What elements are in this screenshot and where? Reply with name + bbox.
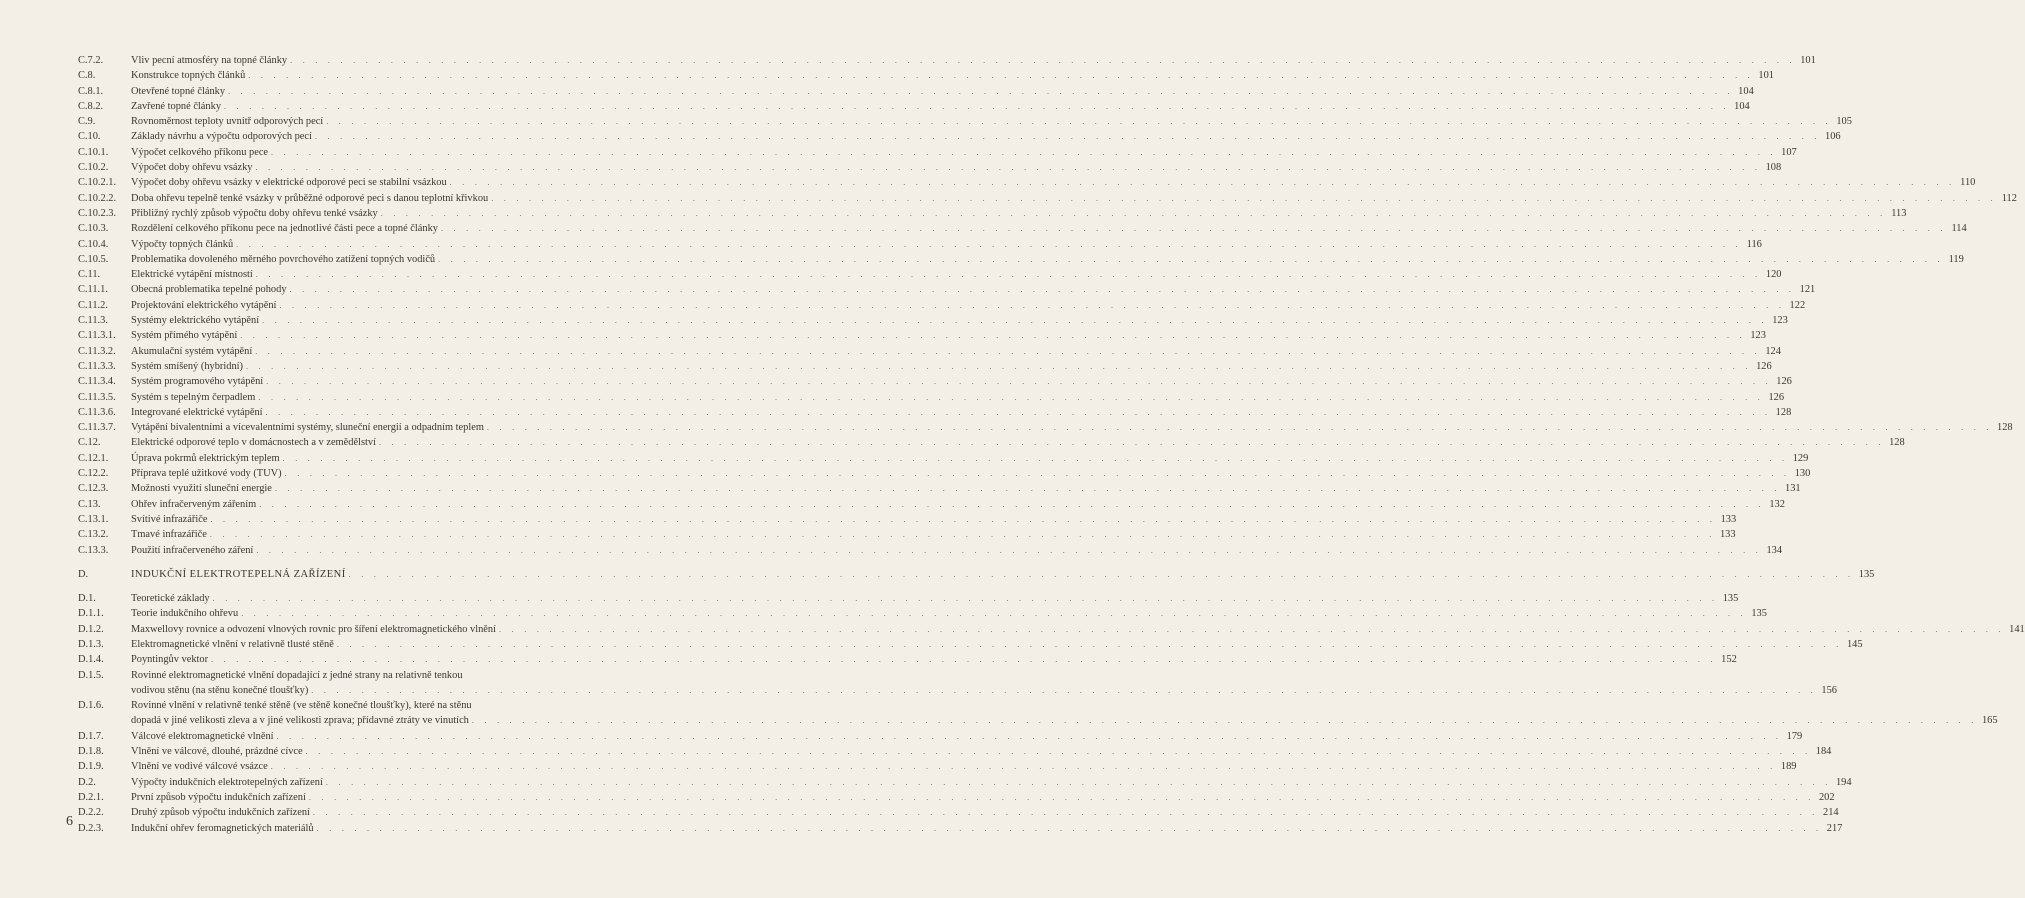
toc-entry-number: C.12.: [78, 437, 101, 449]
toc-entry-title: Maxwellovy rovnice a odvození vlnových rovnic pro šíření elektromagnetického vlnění: [131, 623, 497, 635]
toc-entry-page: 184: [1815, 746, 1832, 758]
toc-entry-body: [131, 744, 1832, 759]
toc-entry-page: 152: [1721, 654, 1737, 666]
toc-entry: [78, 606, 1767, 621]
toc-entry-page: 128: [1889, 437, 1905, 449]
toc-entry-page: 112: [2001, 192, 2017, 204]
dot-leader: . . . . . . . . . . . . . . . . . . . . . . . . . . . . . . . . . . . . . . . . . . . . . . . . . . . . . . . . . . . . . . . . . . . . . . . . . . . . . . . . . . . . . . . . . . . . . . . . . . . . . . . . . . . . . . . . . . . . . . . .: [316, 823, 1823, 833]
toc-entry: [78, 405, 1792, 420]
toc-entry-body: [131, 729, 1803, 744]
toc-chapter-entry: [78, 567, 1875, 582]
dot-leader: . . . . . . . . . . . . . . . . . . . . . . . . . . . . . . . . . . . . . . . . . . . . . . . . . . . . . . . . . . . . . . . . . . . . . . . . . . . . . . . . . . . . . . . . . . . . . . . . . . . . . . . . . . . . . . . . . . . . . . . .: [308, 792, 1815, 802]
toc-entry-page: 202: [1818, 791, 1835, 803]
toc-entry-title: Teoretické základy: [131, 593, 210, 605]
dot-leader: . . . . . . . . . . . . . . . . . . . . . . . . . . . . . . . . . . . . . . . . . . . . . . . . . . . . . . . . . . . . . . . . . . . . . . . . . . . . . . . . . . . . . . . . . . . . . . . . . . . . . . . . . . . . . . . . . . . . . . . .: [440, 224, 1947, 234]
toc-entry-page: 214: [1823, 807, 1839, 819]
dot-leader: . . . . . . . . . . . . . . . . . . . . . . . . . . . . . . . . . . . . . . . . . . . . . . . . . . . . . . . . . . . . . . . . . . . . . . . . . . . . . . . . . . . . . . . . . . . . . . . . . . . . . . . . . . . . . . . . . . . . . . . .: [284, 469, 1791, 479]
toc-entry-number: C.8.: [78, 70, 96, 82]
toc-entry-number: C.10.4.: [78, 238, 109, 250]
dot-leader: . . . . . . . . . . . . . . . . . . . . . . . . . . . . . . . . . . . . . . . . . . . . . . . . . . . . . . . . . . . . . . . . . . . . . . . . . . . . . . . . . . . . . . . . . . . . . . . . . . . . . . . . . . . . . . . . . . . . . . . .: [282, 453, 1789, 463]
toc-entry: [78, 282, 1816, 297]
dot-leader: . . . . . . . . . . . . . . . . . . . . . . . . . . . . . . . . . . . . . . . . . . . . . . . . . . . . . . . . . . . . . . . . . . . . . . . . . . . . . . . . . . . . . . . . . . . . . . . . . . . . . . . . . . . . . . . . . . . . . . . .: [212, 594, 1719, 604]
toc-entry-body: [131, 759, 1797, 774]
toc-entry-number: C.11.3.1.: [78, 330, 116, 342]
dot-leader: . . . . . . . . . . . . . . . . . . . . . . . . . . . . . . . . . . . . . . . . . . . . . . . . . . . . . . . . . . . . . . . . . . . . . . . . . . . . . . . . . . . . . . . . . . . . . . . . . . . . . . . . . . . . . . . . . . . . . . . .: [380, 208, 1887, 218]
toc-entry-page: 107: [1781, 146, 1797, 158]
toc-entry-page: 104: [1734, 100, 1750, 112]
toc-entry-body: [131, 175, 1976, 190]
toc-entry-body: [131, 652, 1737, 667]
toc-entry-page: 165: [1981, 715, 1998, 727]
toc-entry-body: [131, 374, 1792, 389]
toc-entry-body: [131, 145, 1797, 160]
toc-entry-title: Příprava teplé užitkové vody (TUV): [131, 468, 282, 480]
toc-entry-body: [131, 160, 1782, 175]
toc-entry-body: [131, 359, 1772, 374]
toc-entry-page: 135: [1858, 568, 1875, 580]
toc-entry-number: C.10.2.1.: [78, 177, 117, 189]
toc-entry-title: Výpočty topných článků: [131, 238, 234, 250]
toc-entry: [78, 435, 1905, 450]
dot-leader: . . . . . . . . . . . . . . . . . . . . . . . . . . . . . . . . . . . . . . . . . . . . . . . . . . . . . . . . . . . . . . . . . . . . . . . . . . . . . . . . . . . . . . . . . . . . . . . . . . . . . . . . . . . . . . . . . . . . . . . .: [241, 609, 1747, 619]
toc-entry: [78, 744, 1832, 759]
toc-entry-title: Výpočet celkového příkonu pece: [131, 146, 269, 158]
toc-entry: [78, 328, 1766, 343]
toc-entry-page: 121: [1799, 284, 1816, 296]
toc-entry: [78, 129, 1841, 144]
toc-entry-title: Systém programového vytápění: [131, 376, 264, 388]
dot-leader: . . . . . . . . . . . . . . . . . . . . . . . . . . . . . . . . . . . . . . . . . . . . . . . . . . . . . . . . . . . . . . . . . . . . . . . . . . . . . . . . . . . . . . . . . . . . . . . . . . . . . . . . . . . . . . . . . . . . . . . .: [491, 193, 1997, 203]
toc-entry-title: Systém smíšený (hybridní): [131, 360, 243, 372]
toc-entry: [78, 114, 1852, 129]
toc-entry-body: [131, 328, 1766, 343]
toc-entry: [78, 481, 1801, 496]
dot-leader: . . . . . . . . . . . . . . . . . . . . . . . . . . . . . . . . . . . . . . . . . . . . . . . . . . . . . . . . . . . . . . . . . . . . . . . . . . . . . . . . . . . . . . . . . . . . . . . . . . . . . . . . . . . . . . . . . . . . . . . .: [276, 731, 1783, 741]
toc-entry-body: [131, 420, 2013, 435]
toc-entry: [78, 805, 1839, 820]
dot-leader: . . . . . . . . . . . . . . . . . . . . . . . . . . . . . . . . . . . . . . . . . . . . . . . . . . . . . . . . . . . . . . . . . . . . . . . . . . . . . . . . . . . . . . . . . . . . . . . . . . . . . . . . . . . . . . . . . . . . . . . .: [211, 655, 1717, 665]
dot-leader: . . . . . . . . . . . . . . . . . . . . . . . . . . . . . . . . . . . . . . . . . . . . . . . . . . . . . . . . . . . . . . . . . . . . . . . . . . . . . . . . . . . . . . . . . . . . . . . . . . . . . . . . . . . . . . . . . . . . . . . .: [326, 117, 1832, 127]
toc-entry-number: C.10.5.: [78, 253, 109, 265]
dot-leader: . . . . . . . . . . . . . . . . . . . . . . . . . . . . . . . . . . . . . . . . . . . . . . . . . . . . . . . . . . . . . . . . . . . . . . . . . . . . . . . . . . . . . . . . . . . . . . . . . . . . . . . . . . . . . . . . . . . . . . . .: [265, 407, 1772, 417]
dot-leader: . . . . . . . . . . . . . . . . . . . . . . . . . . . . . . . . . . . . . . . . . . . . . . . . . . . . . . . . . . . . . . . . . . . . . . . . . . . . . . . . . . . . . . . . . . . . . . . . . . . . . . . . . . . . . . . . . . . . . . . .: [245, 361, 1752, 371]
toc-entry: [78, 252, 1964, 267]
toc-entry-title: Výpočet doby ohřevu vsázky: [131, 162, 253, 174]
toc-entry-page: 105: [1836, 116, 1852, 128]
toc-entry: [78, 759, 1797, 774]
toc-entry-title: Vliv pecní atmosféry na topné články: [131, 55, 288, 66]
toc-entry-title: Integrované elektrické vytápění: [131, 406, 263, 418]
toc-entry-number: C.8.2.: [78, 100, 104, 112]
toc-entry-title: Rovinné elektromagnetické vlnění dopadající z jedné strany na relativně tenkou: [131, 669, 463, 681]
toc-entry-body: [131, 282, 1816, 297]
toc-entry-title: Projektování elektrického vytápění: [131, 299, 277, 311]
toc-entry-body: [131, 344, 1781, 359]
toc-entry-title: Systém přímého vytápění: [131, 330, 238, 342]
toc-entry-page: 126: [1768, 391, 1785, 403]
toc-entry-page: 135: [1722, 593, 1739, 605]
toc-entry-body: [131, 206, 1907, 221]
toc-entry: [78, 775, 1852, 790]
toc-entry: [78, 622, 2025, 637]
dot-leader: . . . . . . . . . . . . . . . . . . . . . . . . . . . . . . . . . . . . . . . . . . . . . . . . . . . . . . . . . . . . . . . . . . . . . . . . . . . . . . . . . . . . . . . . . . . . . . . . . . . . . . . . . . . . . . . . . . . . . . . .: [290, 56, 1796, 65]
toc-entry-body: [131, 84, 1754, 99]
toc-entry-page: 179: [1786, 730, 1803, 742]
dot-leader: . . . . . . . . . . . . . . . . . . . . . . . . . . . . . . . . . . . . . . . . . . . . . . . . . . . . . . . . . . . . . . . . . . . . . . . . . . . . . . . . . . . . . . . . . . . . . . . . . . . . . . . . . . . . . . . . . . . . . . . .: [311, 685, 1817, 695]
toc-entry-page: 122: [1789, 299, 1806, 311]
toc-entry-page: 126: [1776, 376, 1792, 388]
toc-entry: [78, 237, 1762, 252]
toc-entry-title: Rozdělení celkového příkonu pece na jednotlivé části pece a topné články: [131, 223, 438, 235]
toc-entry-number: C.13.: [78, 498, 101, 510]
dot-leader: . . . . . . . . . . . . . . . . . . . . . . . . . . . . . . . . . . . . . . . . . . . . . . . . . . . . . . . . . . . . . . . . . . . . . . . . . . . . . . . . . . . . . . . . . . . . . . . . . . . . . . . . . . . . . . . . . . . . . . . .: [210, 514, 1717, 524]
toc-entry-body: [131, 68, 1774, 83]
toc-entry-page: 126: [1756, 360, 1772, 372]
toc-entry: [78, 420, 2013, 435]
toc-entry-number: C.10.2.2.: [78, 192, 117, 204]
dot-leader: . . . . . . . . . . . . . . . . . . . . . . . . . . . . . . . . . . . . . . . . . . . . . . . . . . . . . . . . . . . . . . . . . . . . . . . . . . . . . . . . . . . . . . . . . . . . . . . . . . . . . . . . . . . . . . . . . . . . . . . .: [256, 545, 1763, 555]
toc-entry-number: C.11.3.5.: [78, 391, 116, 403]
toc-entry-page: 133: [1720, 513, 1737, 525]
toc-entry-body: [131, 435, 1905, 450]
toc-entry-title: Elektrické vytápění místností: [131, 269, 253, 281]
toc-entry: [78, 527, 1736, 542]
toc-entry-number: D.1.2.: [78, 623, 104, 635]
toc-entry-body: [131, 221, 1967, 236]
toc-entry-title: INDUKČNÍ ELEKTROTEPELNÁ ZAŘÍZENÍ: [131, 568, 346, 580]
toc-entry-page: 110: [1960, 177, 1976, 189]
toc-entry-page: 132: [1769, 498, 1785, 510]
toc-entry: [78, 84, 1754, 99]
toc-entry-body: [131, 606, 1767, 621]
toc-entry: [78, 451, 1809, 466]
toc-entry-number: C.7.2.: [78, 55, 104, 66]
toc-entry-page: 134: [1766, 544, 1783, 556]
toc-entry-title: Rovnoměrnost teploty uvnitř odporových pecí: [131, 116, 324, 128]
toc-entry-title-continued: vodivou stěnu (na stěnu konečné tloušťky): [131, 684, 309, 696]
toc-entry-title: Druhý způsob výpočtu indukčních zařízení: [131, 807, 310, 819]
toc-entry-body: [131, 821, 1843, 836]
toc-entry-body: [131, 512, 1737, 527]
toc-entry-title: Válcové elektromagnetické vlnění: [131, 730, 274, 742]
toc-entry-body: [131, 298, 1806, 313]
toc-entry-number: C.13.2.: [78, 529, 109, 541]
dot-leader: . . . . . . . . . . . . . . . . . . . . . . . . . . . . . . . . . . . . . . . . . . . . . . . . . . . . . . . . . . . . . . . . . . . . . . . . . . . . . . . . . . . . . . . . . . . . . . . . . . . . . . . . . . . . . . . . . . . . . . . .: [266, 377, 1772, 387]
toc-entry-number: C.12.2.: [78, 468, 109, 480]
toc-entry-title: Elektromagnetické vlnění v relativně tlusté stěně: [131, 638, 334, 650]
toc-entry: [78, 298, 1806, 313]
dot-leader: . . . . . . . . . . . . . . . . . . . . . . . . . . . . . . . . . . . . . . . . . . . . . . . . . . . . . . . . . . . . . . . . . . . . . . . . . . . . . . . . . . . . . . . . . . . . . . . . . . . . . . . . . . . . . . . . . . . . . . . .: [312, 808, 1819, 818]
page-number: 6: [66, 814, 73, 829]
toc-entry-page: 101: [1800, 55, 1816, 66]
dot-leader: . . . . . . . . . . . . . . . . . . . . . . . . . . . . . . . . . . . . . . . . . . . . . . . . . . . . . . . . . . . . . . . . . . . . . . . . . . . . . . . . . . . . . . . . . . . . . . . . . . . . . . . . . . . . . . . . . . . . . . . .: [325, 777, 1832, 787]
toc-entry-number: D.1.6.: [78, 700, 104, 712]
toc-entry-number: D.1.8.: [78, 746, 104, 758]
toc-entry-title: Akumulační systém vytápění: [131, 345, 253, 357]
toc-entry-page: 124: [1765, 345, 1781, 357]
dot-leader: . . . . . . . . . . . . . . . . . . . . . . . . . . . . . . . . . . . . . . . . . . . . . . . . . . . . . . . . . . . . . . . . . . . . . . . . . . . . . . . . . . . . . . . . . . . . . . . . . . . . . . . . . . . . . . . . . . . . . . . .: [255, 346, 1761, 356]
toc-entry-number: D.1.7.: [78, 730, 104, 742]
dot-leader: . . . . . . . . . . . . . . . . . . . . . . . . . . . . . . . . . . . . . . . . . . . . . . . . . . . . . . . . . . . . . . . . . . . . . . . . . . . . . . . . . . . . . . . . . . . . . . . . . . . . . . . . . . . . . . . . . . . . . . . .: [378, 438, 1885, 448]
toc-entry-number: C.10.: [78, 131, 101, 143]
toc-entry: [78, 206, 1907, 221]
toc-entry-body: [131, 527, 1736, 542]
toc-entry-body: [131, 313, 1788, 328]
toc-entry-number: D.1.4.: [78, 654, 104, 666]
dot-leader: . . . . . . . . . . . . . . . . . . . . . . . . . . . . . . . . . . . . . . . . . . . . . . . . . . . . . . . . . . . . . . . . . . . . . . . . . . . . . . . . . . . . . . . . . . . . . . . . . . . . . . . . . . . . . . . . . . . . . . . .: [228, 86, 1734, 96]
table-of-contents: [78, 53, 2025, 836]
toc-entry-number: D.2.2.: [78, 807, 104, 819]
toc-entry-number: C.11.3.6.: [78, 406, 116, 418]
toc-entry: [78, 821, 1843, 836]
toc-entry: [78, 191, 2017, 206]
toc-entry-page: 141: [2009, 623, 2025, 635]
toc-entry-body: [131, 591, 1739, 606]
toc-entry-page: 120: [1765, 269, 1782, 281]
toc-entry-title: Konstrukce topných článků: [131, 70, 246, 82]
dot-leader: . . . . . . . . . . . . . . . . . . . . . . . . . . . . . . . . . . . . . . . . . . . . . . . . . . . . . . . . . . . . . . . . . . . . . . . . . . . . . . . . . . . . . . . . . . . . . . . . . . . . . . . . . . . . . . . . . . . . . . . .: [336, 639, 1843, 649]
toc-entry-body: [131, 191, 2017, 206]
dot-leader: . . . . . . . . . . . . . . . . . . . . . . . . . . . . . . . . . . . . . . . . . . . . . . . . . . . . . . . . . . . . . . . . . . . . . . . . . . . . . . . . . . . . . . . . . . . . . . . . . . . . . . . . . . . . . . . . . . . . . . . .: [262, 316, 1768, 326]
toc-entry-page: 123: [1750, 330, 1766, 342]
dot-leader: . . . . . . . . . . . . . . . . . . . . . . . . . . . . . . . . . . . . . . . . . . . . . . . . . . . . . . . . . . . . . . . . . . . . . . . . . . . . . . . . . . . . . . . . . . . . . . . . . . . . . . . . . . . . . . . . . . . . . . . .: [255, 163, 1762, 173]
toc-entry: [78, 68, 1774, 83]
dot-leader: . . . . . . . . . . . . . . . . . . . . . . . . . . . . . . . . . . . . . . . . . . . . . . . . . . . . . . . . . . . . . . . . . . . . . . . . . . . . . . . . . . . . . . . . . . . . . . . . . . . . . . . . . . . . . . . . . . . . . . . .: [259, 499, 1765, 509]
toc-entry-title: Úprava pokrmů elektrickým teplem: [131, 452, 280, 464]
toc-entry-title-continued: dopadá v jiné velikosti zleva a v jiné velikosti zprava; přídavné ztráty ve vinutích: [131, 715, 469, 727]
dot-leader: . . . . . . . . . . . . . . . . . . . . . . . . . . . . . . . . . . . . . . . . . . . . . . . . . . . . . . . . . . . . . . . . . . . . . . . . . . . . . . . . . . . . . . . . . . . . . . . . . . . . . . . . . . . . . . . . . . . . . . . .: [255, 270, 1762, 280]
toc-entry-title: Obecná problematika tepelné pohody: [131, 284, 287, 296]
dot-leader: . . . . . . . . . . . . . . . . . . . . . . . . . . . . . . . . . . . . . . . . . . . . . . . . . . . . . . . . . . . . . . . . . . . . . . . . . . . . . . . . . . . . . . . . . . . . . . . . . . . . . . . . . . . . . . . . . . . . . . . .: [236, 239, 1742, 249]
toc-entry-page: 189: [1780, 761, 1797, 773]
dot-leader: . . . . . . . . . . . . . . . . . . . . . . . . . . . . . . . . . . . . . . . . . . . . . . . . . . . . . . . . . . . . . . . . . . . . . . . . . . . . . . . . . . . . . . . . . . . . . . . . . . . . . . . . . . . . . . . . . . . . . . . .: [348, 569, 1855, 579]
toc-entry: [78, 652, 1737, 667]
toc-entry-number: C.11.: [78, 269, 101, 281]
toc-entry-page: 101: [1758, 70, 1774, 82]
toc-entry-body: [131, 390, 1785, 405]
toc-entry-title: Systém s tepelným čerpadlem: [131, 391, 256, 403]
toc-entry-number: D.1.1.: [78, 608, 104, 620]
toc-entry: [78, 53, 1816, 68]
toc-entry-number: C.10.3.: [78, 223, 109, 235]
dot-leader: . . . . . . . . . . . . . . . . . . . . . . . . . . . . . . . . . . . . . . . . . . . . . . . . . . . . . . . . . . . . . . . . . . . . . . . . . . . . . . . . . . . . . . . . . . . . . . . . . . . . . . . . . . . . . . . . . . . . . . . .: [274, 484, 1781, 494]
toc-entry-body: [131, 129, 1841, 144]
toc-entry-body: [131, 237, 1762, 252]
toc-entry-title: Doba ohřevu tepelně tenké vsázky v průběžné odporové peci s danou teplotní křivkou: [131, 192, 489, 204]
toc-entry: [78, 221, 1967, 236]
toc-entry-number: D.1.5.: [78, 669, 104, 681]
toc-entry-page: 106: [1825, 131, 1841, 143]
toc-entry: [78, 390, 1785, 405]
toc-entry-title: Systémy elektrického vytápění: [131, 315, 260, 327]
toc-entry-body: [131, 466, 1811, 481]
dot-leader: . . . . . . . . . . . . . . . . . . . . . . . . . . . . . . . . . . . . . . . . . . . . . . . . . . . . . . . . . . . . . . . . . . . . . . . . . . . . . . . . . . . . . . . . . . . . . . . . . . . . . . . . . . . . . . . . . . . . . . . .: [471, 716, 1978, 726]
toc-entry-body: [131, 775, 1852, 790]
toc-entry: [78, 668, 1837, 699]
toc-entry-number: C.10.1.: [78, 146, 109, 158]
dot-leader: . . . . . . . . . . . . . . . . . . . . . . . . . . . . . . . . . . . . . . . . . . . . . . . . . . . . . . . . . . . . . . . . . . . . . . . . . . . . . . . . . . . . . . . . . . . . . . . . . . . . . . . . . . . . . . . . . . . . . . . .: [486, 423, 1993, 433]
toc-entry-body: [131, 497, 1785, 512]
toc-entry-number: C.10.2.3.: [78, 207, 117, 219]
toc-entry-page: 123: [1772, 315, 1788, 327]
toc-entry: [78, 637, 1863, 652]
toc-entry-page: 114: [1951, 223, 1967, 235]
toc-entry: [78, 790, 1835, 805]
toc-entry-title: Zavřené topné články: [131, 100, 222, 112]
dot-leader: . . . . . . . . . . . . . . . . . . . . . . . . . . . . . . . . . . . . . . . . . . . . . . . . . . . . . . . . . . . . . . . . . . . . . . . . . . . . . . . . . . . . . . . . . . . . . . . . . . . . . . . . . . . . . . . . . . . . . . . .: [289, 285, 1796, 295]
toc-entry: [78, 175, 1976, 190]
toc-entry-number: D.1.: [78, 593, 96, 605]
toc-entry-body: [131, 405, 1792, 420]
toc-entry-body: [131, 114, 1852, 129]
toc-entry-title: Vlnění ve válcové, dlouhé, prázdné cívce: [131, 746, 303, 758]
toc-entry-title: Elektrické odporové teplo v domácnostech a v zemědělství: [131, 437, 376, 449]
toc-entry-number: C.12.1.: [78, 452, 109, 464]
toc-entry: [78, 729, 1803, 744]
dot-leader: . . . . . . . . . . . . . . . . . . . . . . . . . . . . . . . . . . . . . . . . . . . . . . . . . . . . . . . . . . . . . . . . . . . . . . . . . . . . . . . . . . . . . . . . . . . . . . . . . . . . . . . . . . . . . . . . . . . . . . . .: [270, 762, 1777, 772]
toc-entry-number: C.11.3.: [78, 315, 108, 327]
toc-entry-number: C.13.1.: [78, 513, 109, 525]
toc-entry-number: D.: [78, 568, 89, 580]
toc-entry-body: [131, 53, 1816, 68]
toc-entry-title: Přibližný rychlý způsob výpočtu doby ohřevu tenké vsázky: [131, 207, 378, 219]
toc-entry-page: 113: [1891, 207, 1907, 219]
toc-entry-number: D.2.3.: [78, 822, 104, 834]
dot-leader: . . . . . . . . . . . . . . . . . . . . . . . . . . . . . . . . . . . . . . . . . . . . . . . . . . . . . . . . . . . . . . . . . . . . . . . . . . . . . . . . . . . . . . . . . . . . . . . . . . . . . . . . . . . . . . . . . . . . . . . .: [209, 530, 1716, 540]
toc-entry-body: [131, 543, 1783, 558]
toc-entry-body: [131, 451, 1809, 466]
dot-leader: . . . . . . . . . . . . . . . . . . . . . . . . . . . . . . . . . . . . . . . . . . . . . . . . . . . . . . . . . . . . . . . . . . . . . . . . . . . . . . . . . . . . . . . . . . . . . . . . . . . . . . . . . . . . . . . . . . . . . . . .: [499, 624, 2005, 634]
toc-entry-title: Použití infračerveného záření: [131, 544, 254, 556]
toc-entry: [78, 160, 1782, 175]
toc-entry-title: Poyntingův vektor: [131, 654, 209, 666]
toc-entry-number: D.1.9.: [78, 761, 104, 773]
toc-entry: [78, 267, 1782, 282]
toc-entry-title: Svítivé infrazářiče: [131, 513, 208, 525]
dot-leader: . . . . . . . . . . . . . . . . . . . . . . . . . . . . . . . . . . . . . . . . . . . . . . . . . . . . . . . . . . . . . . . . . . . . . . . . . . . . . . . . . . . . . . . . . . . . . . . . . . . . . . . . . . . . . . . . . . . . . . . .: [314, 132, 1821, 142]
toc-entry-title: Možnosti využití sluneční energie: [131, 483, 272, 495]
toc-entry-page: 156: [1821, 684, 1837, 696]
toc-entry-number: C.11.1.: [78, 284, 108, 296]
toc-entry: [78, 512, 1737, 527]
toc-entry-page: 104: [1738, 85, 1754, 97]
toc-entry-title: Teorie indukčního ohřevu: [131, 608, 239, 620]
toc-entry-page: 130: [1794, 468, 1811, 480]
toc-entry: [78, 466, 1811, 481]
toc-entry-body: [131, 622, 2025, 637]
toc-entry-number: C.11.3.4.: [78, 376, 116, 388]
toc-entry-body: [131, 805, 1839, 820]
toc-entry-body: [131, 481, 1801, 496]
toc-entry-title: Rovinné vlnění v relativně tenké stěně (ve stěně konečné tloušťky), které na stěnu: [131, 700, 472, 712]
toc-entry-title: Vlnění ve vodivé válcové vsázce: [131, 761, 268, 773]
toc-entry-body: [131, 668, 1837, 699]
toc-entry-number: C.8.1.: [78, 85, 104, 97]
toc-entry-title: Problematika dovoleného měrného povrchového zatížení topných vodičů: [131, 253, 436, 265]
toc-entry-page: 129: [1792, 452, 1809, 464]
toc-entry-number: D.2.1.: [78, 791, 104, 803]
toc-entry-page: 128: [1997, 422, 2013, 434]
toc-entry-number: C.11.3.7.: [78, 422, 116, 434]
toc-entry: [78, 374, 1792, 389]
toc-entry-page: 194: [1835, 776, 1852, 788]
toc-entry-page: 135: [1751, 608, 1767, 620]
toc-entry-body: [131, 99, 1750, 114]
toc-entry-title: První způsob výpočtu indukčních zařízení: [131, 791, 306, 803]
toc-entry-body: [131, 252, 1964, 267]
dot-leader: . . . . . . . . . . . . . . . . . . . . . . . . . . . . . . . . . . . . . . . . . . . . . . . . . . . . . . . . . . . . . . . . . . . . . . . . . . . . . . . . . . . . . . . . . . . . . . . . . . . . . . . . . . . . . . . . . . . . . . . .: [224, 101, 1730, 111]
toc-entry-page: 108: [1765, 162, 1782, 174]
toc-entry-number: C.11.3.3.: [78, 360, 116, 372]
toc-entry: [78, 359, 1772, 374]
toc-entry-body: [131, 267, 1782, 282]
toc-entry-number: D.2.: [78, 776, 96, 788]
dot-leader: . . . . . . . . . . . . . . . . . . . . . . . . . . . . . . . . . . . . . . . . . . . . . . . . . . . . . . . . . . . . . . . . . . . . . . . . . . . . . . . . . . . . . . . . . . . . . . . . . . . . . . . . . . . . . . . . . . . . . . . .: [305, 747, 1812, 757]
toc-entry-body: [131, 567, 1875, 582]
toc-entry-title: Ohřev infračerveným zářením: [131, 498, 257, 510]
toc-entry-title: Základy návrhu a výpočtu odporových pecí: [131, 131, 312, 143]
toc-entry-number: C.10.2.: [78, 162, 109, 174]
toc-entry-title: Indukční ohřev feromagnetických materiálů: [131, 822, 314, 834]
toc-entry: [78, 145, 1797, 160]
dot-leader: . . . . . . . . . . . . . . . . . . . . . . . . . . . . . . . . . . . . . . . . . . . . . . . . . . . . . . . . . . . . . . . . . . . . . . . . . . . . . . . . . . . . . . . . . . . . . . . . . . . . . . . . . . . . . . . . . . . . . . . .: [438, 254, 1944, 264]
toc-entry-title: Výpočty indukčních elektrotepelných zařízení: [131, 776, 323, 788]
dot-leader: . . . . . . . . . . . . . . . . . . . . . . . . . . . . . . . . . . . . . . . . . . . . . . . . . . . . . . . . . . . . . . . . . . . . . . . . . . . . . . . . . . . . . . . . . . . . . . . . . . . . . . . . . . . . . . . . . . . . . . . .: [258, 392, 1765, 402]
toc-entry-page: 217: [1826, 822, 1843, 834]
toc-entry-title: Otevřené topné články: [131, 85, 226, 97]
toc-entry-page: 131: [1785, 483, 1801, 495]
toc-entry-body: [131, 637, 1863, 652]
toc-entry-page: 119: [1948, 253, 1964, 265]
toc-entry-title: Vytápění bivalentními a vícevalentními systémy, sluneční energií a odpadním teplem: [131, 422, 484, 434]
toc-entry: [78, 591, 1739, 606]
toc-entry-body: [131, 790, 1835, 805]
dot-leader: . . . . . . . . . . . . . . . . . . . . . . . . . . . . . . . . . . . . . . . . . . . . . . . . . . . . . . . . . . . . . . . . . . . . . . . . . . . . . . . . . . . . . . . . . . . . . . . . . . . . . . . . . . . . . . . . . . . . . . . .: [279, 300, 1786, 310]
toc-entry-body: [131, 698, 1998, 729]
dot-leader: . . . . . . . . . . . . . . . . . . . . . . . . . . . . . . . . . . . . . . . . . . . . . . . . . . . . . . . . . . . . . . . . . . . . . . . . . . . . . . . . . . . . . . . . . . . . . . . . . . . . . . . . . . . . . . . . . . . . . . . .: [248, 71, 1754, 81]
toc-entry: [78, 543, 1783, 558]
toc-entry: [78, 344, 1781, 359]
toc-entry-number: C.9.: [78, 116, 96, 128]
toc-entry-page: 145: [1846, 638, 1863, 650]
toc-entry: [78, 313, 1788, 328]
toc-entry-title: Tmavé infrazářiče: [131, 529, 207, 541]
toc-entry-page: 133: [1719, 529, 1736, 541]
toc-entry-number: C.13.3.: [78, 544, 109, 556]
toc-entry-number: C.11.2.: [78, 299, 108, 311]
toc-entry: [78, 497, 1785, 512]
toc-entry: [78, 99, 1750, 114]
toc-entry-number: C.12.3.: [78, 483, 109, 495]
toc-entry-number: D.1.3.: [78, 638, 104, 650]
toc-entry-page: 128: [1775, 406, 1792, 418]
toc-entry-page: 116: [1746, 238, 1762, 250]
dot-leader: . . . . . . . . . . . . . . . . . . . . . . . . . . . . . . . . . . . . . . . . . . . . . . . . . . . . . . . . . . . . . . . . . . . . . . . . . . . . . . . . . . . . . . . . . . . . . . . . . . . . . . . . . . . . . . . . . . . . . . . .: [449, 178, 1956, 188]
toc-entry-number: C.11.3.2.: [78, 345, 116, 357]
toc-entry-title: Výpočet doby ohřevu vsázky v elektrické odporové peci se stabilní vsázkou: [131, 177, 447, 189]
dot-leader: . . . . . . . . . . . . . . . . . . . . . . . . . . . . . . . . . . . . . . . . . . . . . . . . . . . . . . . . . . . . . . . . . . . . . . . . . . . . . . . . . . . . . . . . . . . . . . . . . . . . . . . . . . . . . . . . . . . . . . . .: [240, 331, 1746, 341]
dot-leader: . . . . . . . . . . . . . . . . . . . . . . . . . . . . . . . . . . . . . . . . . . . . . . . . . . . . . . . . . . . . . . . . . . . . . . . . . . . . . . . . . . . . . . . . . . . . . . . . . . . . . . . . . . . . . . . . . . . . . . . .: [271, 147, 1777, 157]
toc-entry: [78, 698, 1998, 729]
